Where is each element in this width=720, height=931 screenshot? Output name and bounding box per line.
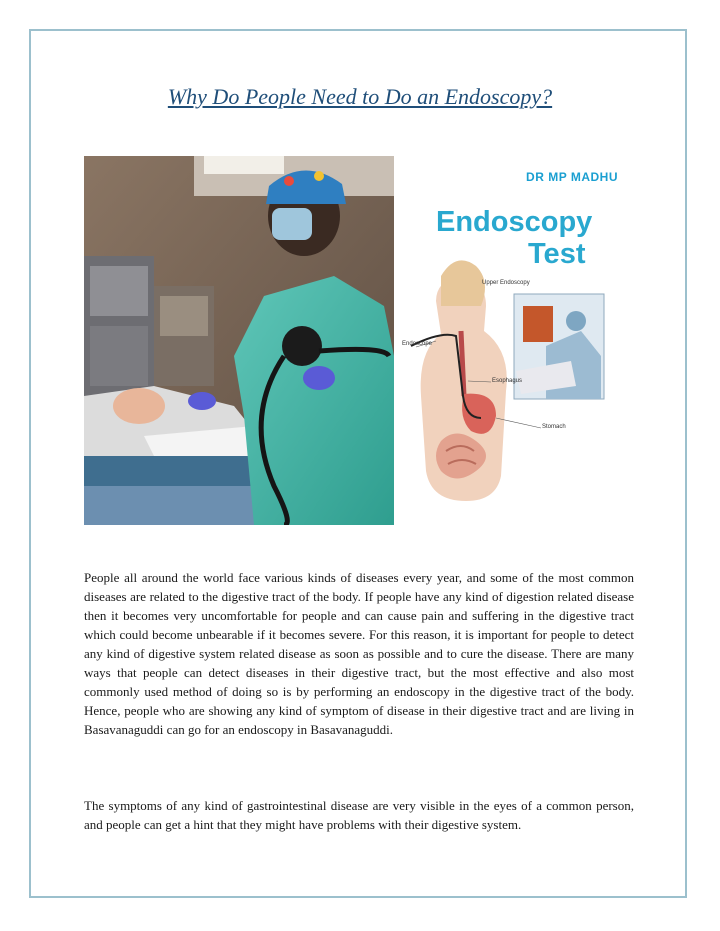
procedure-photo-illustration — [84, 156, 394, 525]
label-endoscope: Endoscope — [402, 341, 433, 347]
procedure-photo — [84, 156, 394, 525]
label-upper-endoscopy: Upper Endoscopy — [482, 280, 530, 286]
infographic-heading-line1: Endoscopy — [436, 206, 593, 238]
label-stomach: Stomach — [542, 424, 566, 430]
brand-label: DR MP MADHU — [526, 170, 618, 184]
paragraph-symptoms: The symptoms of any kind of gastrointestinal disease are very visible in the eyes of a common person, and people can get a hint that they might have problems with their digestive system. — [84, 798, 634, 832]
page-title: Why Do People Need to Do an Endoscopy? — [167, 84, 553, 109]
paragraph-intro: People all around the world face various kinds of diseases every year, and some of the most common diseases are related to the digestive tract of the body. If people have any kind of digestion related disease then it becomes very uncomfortable for people and can cause pain and suffering in the digestive tract which could become unbearable if it becomes severe. For this reason, it is important for people to detect any kind of digestive system related disease as soon as possible and to cure the disease. There are many ways that people can detect diseases in their digestive tract, but the most effective and also most commonly used method of doing so is by performing an endoscopy in the digestive tract of the body. Hence, people who are showing any kind of symptom of disease in their digestive tract and are living in Basavanaguddi can go for an endoscopy in Basavanaguddi. — [84, 570, 634, 737]
label-esophagus: Esophagus — [492, 378, 523, 384]
infographic-heading-line2: Test — [528, 238, 586, 270]
endoscopy-infographic — [396, 156, 622, 525]
